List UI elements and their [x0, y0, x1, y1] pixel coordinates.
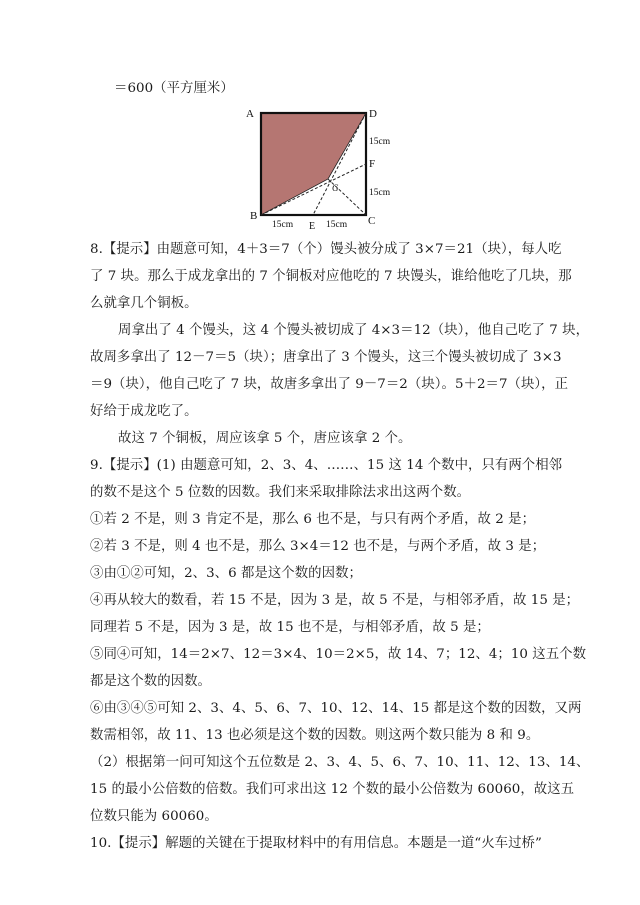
label-length-be: 15cm: [272, 220, 294, 230]
square-diagram: [236, 103, 406, 235]
label-length-fc: 15cm: [369, 188, 391, 198]
label-d: D: [369, 108, 377, 120]
text-line: 故这 7 个铜板，周应该拿 5 个，唐应该拿 2 个。: [118, 431, 412, 446]
label-c: C: [368, 215, 376, 227]
text-line: 故周多拿出了 12－7＝5（块）；唐拿出了 3 个馒头，这三个馒头被切成了 3×3: [90, 350, 562, 365]
label-a: A: [246, 108, 254, 120]
text-line: 么就拿几个铜板。: [90, 296, 198, 311]
label-f: F: [369, 158, 376, 170]
label-length-ec: 15cm: [326, 220, 348, 230]
text-line: 同理若 5 不是，因为 3 是，故 15 也不是，与相邻矛盾，故 5 是；: [90, 620, 490, 635]
label-e: E: [309, 221, 316, 232]
text-line: 的数不是这个 5 位数的因数。我们来采取排除法求出这两个数。: [90, 485, 471, 500]
text-line: 都是这个数的因数。: [90, 674, 211, 689]
text-line: 数需相邻，故 11、13 也必须是这个数的因数。则这两个数只能为 8 和 9。: [90, 728, 540, 743]
text-line: 15 的最小公倍数的倍数。我们可求出这 12 个数的最小公倍数为 60060，故这五: [90, 782, 575, 797]
text-line: 8.【提示】由题意可知，4＋3＝7（个）馒头被分成了 3×7＝21（块），每人吃: [90, 242, 562, 257]
label-length-df: 15cm: [369, 137, 391, 147]
text-line: 了 7 块。那么于成龙拿出的 7 个铜板对应他吃的 7 块馒头，谁给他吃了几块，那: [90, 269, 572, 284]
label-b: B: [250, 210, 258, 222]
text-line: 周拿出了 4 个馒头，这 4 个馒头被切成了 4×3＝12（块），他自己吃了 7 块，: [118, 323, 590, 338]
text-line: ②若 3 不是，则 4 也不是，那么 3×4＝12 也不是，与两个矛盾，故 3 是；: [90, 539, 546, 554]
text-line: ③由①②可知，2、3、6 都是这个数的因数；: [90, 566, 362, 581]
label-g: G: [332, 183, 339, 193]
geometry-figure: [236, 103, 406, 235]
text-line: ⑤同④可知，14＝2×7、12＝3×4、10＝2×5，故 14、7；12、4；10 这五个数: [90, 647, 587, 662]
text-line: 位数只能为 60060。: [90, 809, 218, 824]
text-line: 9.【提示】(1) 由题意可知，2、3、4、……、15 这 14 个数中，只有两个相邻: [90, 458, 563, 473]
text-line: 好给于成龙吃了。: [90, 404, 198, 419]
text-line: ④再从较大的数看，若 15 不是，因为 3 是，故 5 不是，与相邻矛盾，故 15 是；: [90, 593, 580, 608]
result-line: ＝600（平方厘米）: [114, 81, 234, 96]
text-line: ①若 2 不是，则 3 肯定不是，那么 6 也不是，与只有两个矛盾，故 2 是；: [90, 512, 536, 527]
text-line: 10.【提示】解题的关键在于提取材料中的有用信息。本题是一道“火车过桥”: [90, 836, 542, 851]
text-line: ＝9（块），他自己吃了 7 块，故唐多拿出了 9－7＝2（块）。5＋2＝7（块），正: [90, 377, 569, 392]
text-line: （2）根据第一问可知这个五位数是 2、3、4、5、6、7、10、11、12、13、14、: [90, 755, 590, 770]
text-line: ⑥由③④⑤可知 2、3、4、5、6、7、10、12、14、15 都是这个数的因数，又两: [90, 701, 582, 716]
